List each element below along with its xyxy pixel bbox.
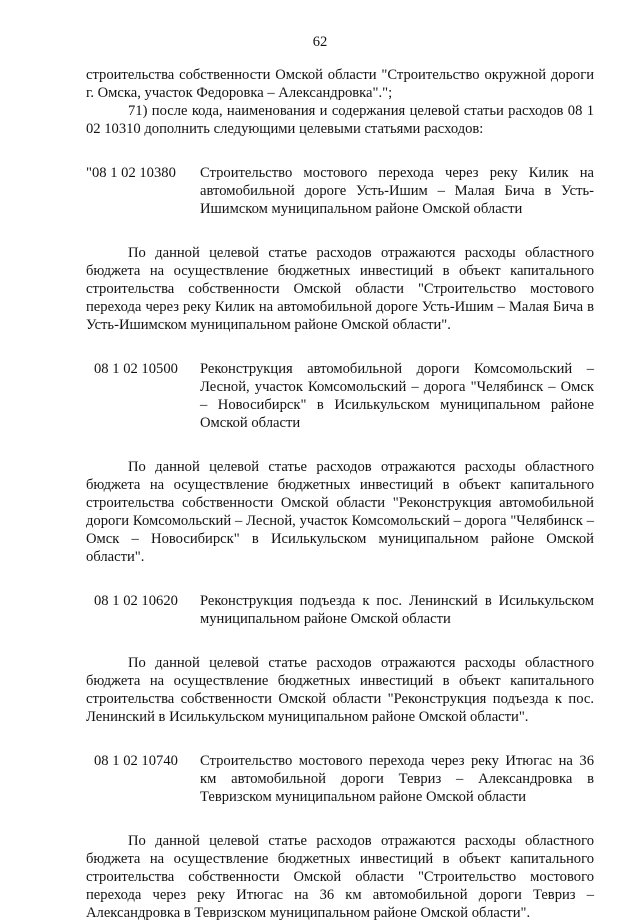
intro-continuation: строительства собственности Омской области "Строительство окружной дороги г. Омска, участок Федоровка – Александровка"."; [86, 67, 594, 101]
entry-description: По данной целевой статье расходов отражаются расходы областного бюджета на осуществление бюджетных инвестиций в объект капитального строительства собственности Омской области "Строительство мостового перехода через реку Итюгас на 36 км автомобильной дороги Тевриз – Александровка в Тевризском муниципальном районе Омской области". [86, 833, 594, 921]
entry-title: Строительство мостового перехода через реку Килик на автомобильной дороге Усть-Ишим – Малая Бича в Усть-Ишимском муниципальном районе Омской области [200, 165, 594, 217]
budget-entry [86, 752, 594, 806]
item-71-text: 71) после кода, наименования и содержания целевой статьи расходов 08 1 02 10310 дополнить следующими целевыми статьями расходов: [86, 103, 594, 137]
entry-code: "08 1 02 10380 [86, 165, 176, 181]
entry-description: По данной целевой статье расходов отражаются расходы областного бюджета на осуществление бюджетных инвестиций в объект капитального строительства собственности Омской области "Реконструкция автомобильной дороги Комсомольский – Лесной, участок Комсомольский – дорога "Челябинск – Омск – Новосибирск" в Исилькульском муниципальном районе Омской области". [86, 459, 594, 565]
entry-description: По данной целевой статье расходов отражаются расходы областного бюджета на осуществление бюджетных инвестиций в объект капитального строительства собственности Омской области "Реконструкция подъезда к пос. Ленинский в Исилькульском муниципальном районе Омской области". [86, 655, 594, 725]
budget-entry [86, 360, 594, 432]
entry-description: По данной целевой статье расходов отражаются расходы областного бюджета на осуществление бюджетных инвестиций в объект капитального строительства собственности Омской области "Строительство мостового перехода через реку Килик на автомобильной дороге Усть-Ишим – Малая Бича в Усть-Ишимском муниципальном районе Омской области". [86, 245, 594, 333]
entry-code: 08 1 02 10740 [94, 753, 178, 769]
entry-code: 08 1 02 10620 [94, 593, 178, 609]
budget-entry [86, 592, 594, 628]
entry-title: Реконструкция подъезда к пос. Ленинский в Исилькульском муниципальном районе Омской области [200, 593, 594, 627]
budget-entry [86, 164, 594, 218]
page-number: 62 [312, 34, 328, 50]
document-body [86, 66, 594, 922]
entry-title: Строительство мостового перехода через реку Итюгас на 36 км автомобильной дороги Тевриз – Александровка в Тевризском муниципальном районе Омской области [200, 753, 594, 805]
entry-title: Реконструкция автомобильной дороги Комсомольский – Лесной, участок Комсомольский – дорога "Челябинск – Омск – Новосибирск" в Исилькульском муниципальном районе Омской области [200, 361, 594, 431]
entry-code: 08 1 02 10500 [94, 361, 178, 377]
